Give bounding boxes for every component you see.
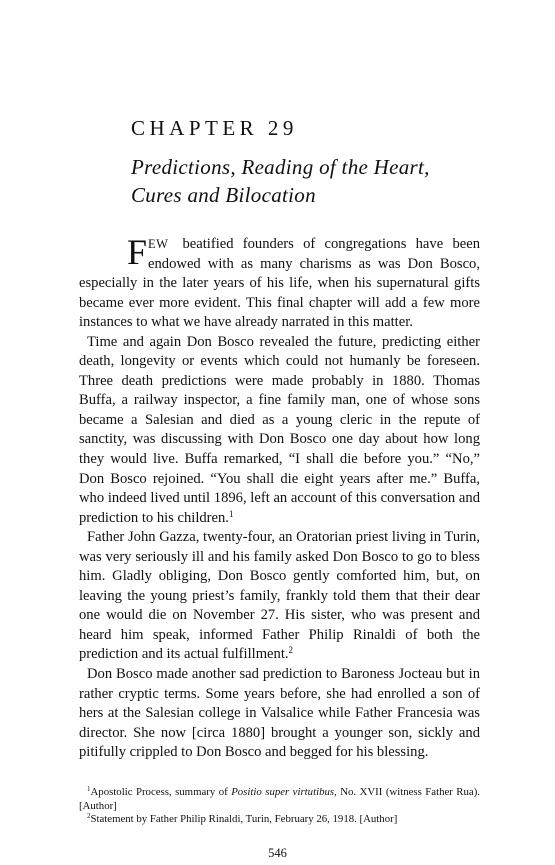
chapter-title: CHAPTER 29	[131, 116, 298, 140]
paragraph-1	[79, 232, 480, 333]
chapter-subtitle-line-1: Predictions, Reading of the Heart,	[131, 155, 430, 179]
lead-small-caps: EW	[148, 237, 169, 251]
footnote-1-mark: 1	[87, 785, 91, 793]
chapter-subtitle-line-2: Cures and Bilocation	[131, 183, 316, 207]
footnote-1	[79, 786, 480, 813]
footnote-1-post: , No. XVII (witness Father Rua). [Author]	[79, 786, 480, 812]
footnote-2-text: Statement by Father Philip Rinaldi, Turin, February 26, 1918. [Author]	[90, 813, 398, 826]
footnote-1-pre: Apostolic Process, summary of	[90, 786, 232, 798]
footnote-ref-2: 2	[288, 645, 294, 656]
page-number: 546	[268, 846, 287, 860]
footnote-2	[79, 813, 480, 827]
drop-cap: F	[127, 232, 148, 272]
body-text	[79, 232, 480, 763]
footnote-1-italic: Positio super virtutibus	[231, 786, 335, 798]
paragraph-4-text: Don Bosco made another sad prediction to Baroness Jocteau but in rather cryptic terms. Some years before, she had enrolled a son of hers at the Salesian college in Valsalice while Father Francesia was director. She now [circa 1880] brought a younger son, sickly and pitifully crippled to Don Bosco and begged for his blessing.	[79, 666, 480, 761]
paragraph-2-text: Time and again Don Bosco revealed the future, predicting either death, longevity or events which could not humanly be foreseen. Three death predictions were made probably in 1880. Thomas Buffa, a railway inspector, a fine family man, one of whose sons became a Salesian and died as a young cleric in the repute of sanctity, was discussing with Don Bosco one day about how long they would live. Buffa remarked, “I shall die before you.” “No,” Don Bosco rejoined. “You shall die eight years after me.” Buffa, who indeed lived until 1896, left an account of this conversation and prediction to his children.	[79, 333, 480, 526]
paragraph-3-text: Father John Gazza, twenty-four, an Oratorian priest living in Turin, was very seriously ill and his family asked Don Bosco to go to bless him. Gladly obliging, Don Bosco gently comforted him, but, on leaving the young priest’s family, frankly told them that their dear one would die on November 27. His sister, who was present and heard him speak, informed Father Philip Rinaldi of both the prediction and its actual fulfillment.	[79, 529, 480, 663]
paragraph-2	[79, 333, 480, 528]
paragraph-3	[79, 528, 480, 665]
footnote-ref-1: 1	[228, 508, 234, 519]
paragraph-1-text: beatified founders of congregations have been endowed with as many charisms as was Don Bosco, especially in the later years of his life, when his supernatural gifts became ever more evident. This final chapter will add a few more instances to what we have already narrated in this matter.	[79, 236, 480, 331]
chapter-subtitle	[131, 153, 430, 209]
footnotes	[79, 786, 480, 827]
footnote-2-mark: 2	[87, 812, 91, 821]
paragraph-4	[79, 665, 480, 763]
